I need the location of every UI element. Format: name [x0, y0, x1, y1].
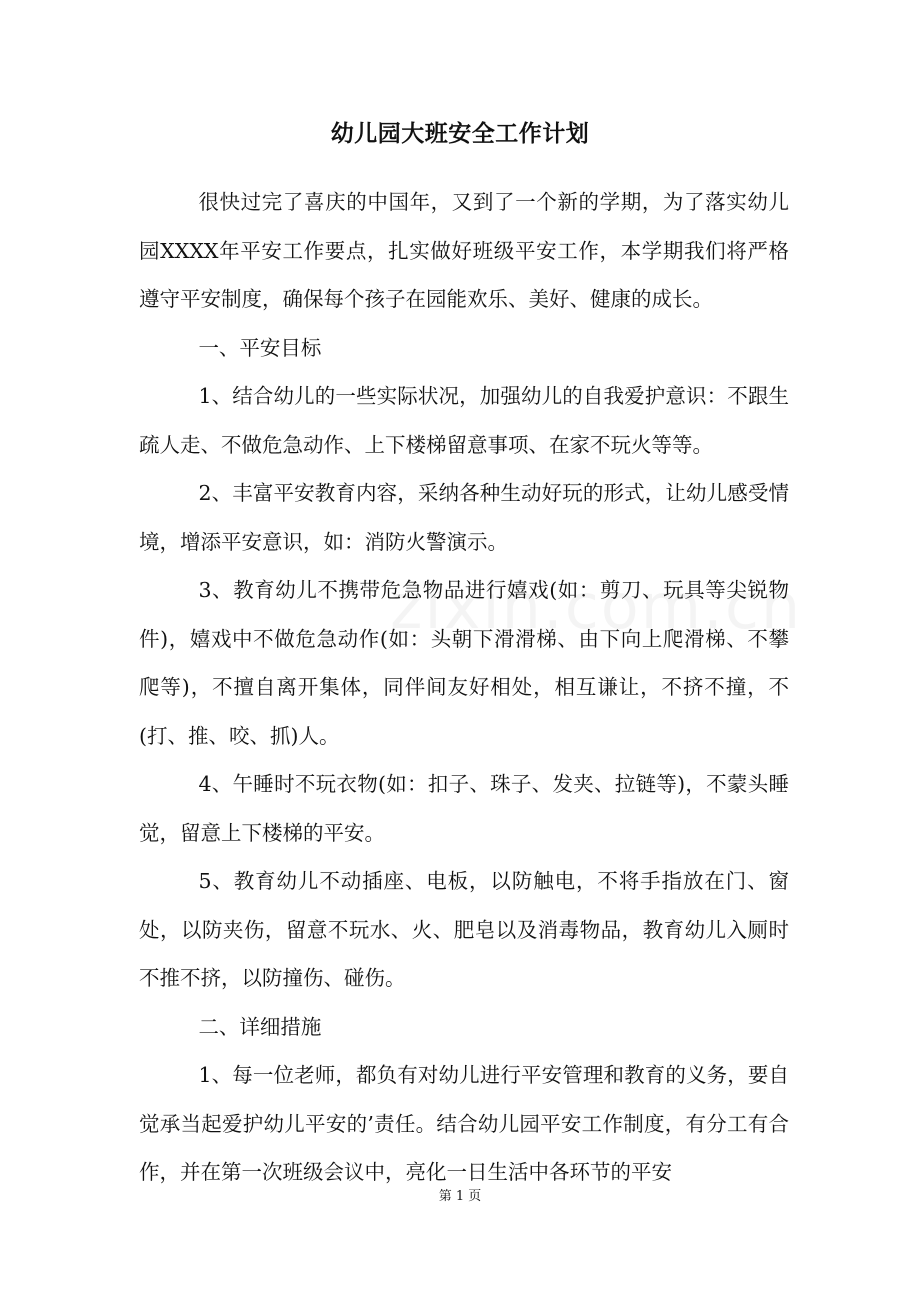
section-heading-measures: 二、详细措施	[198, 1014, 322, 1039]
goal-item-1: 1、结合幼儿的一些实际状况，加强幼儿的自我爱护意识：不跟生疏人走、不做危急动作、上下楼梯留意事项、在家不玩火等等。	[139, 384, 789, 457]
document-body	[139, 178, 789, 1197]
goal-item-3: 3、教育幼儿不携带危急物品进行嬉戏(如：剪刀、玩具等尖锐物件)，嬉戏中不做危急动作(如：头朝下滑滑梯、由下向上爬滑梯、不攀爬等)，不擅自离开集体，同伴间友好相处，相互谦让，不挤不撞，不(打、推、咬、抓)人。	[139, 578, 789, 748]
goal-item-2: 2、丰富平安教育内容，采纳各种生动好玩的形式，让幼儿感受情境，增添平安意识，如：消防火警演示。	[139, 481, 789, 554]
goal-item-4: 4、午睡时不玩衣物(如：扣子、珠子、发夹、拉链等)，不蒙头睡觉，留意上下楼梯的平安。	[139, 772, 789, 845]
document-title: 幼儿园大班安全工作计划	[330, 120, 590, 147]
measure-item-1: 1、每一位老师，都负有对幼儿进行平安管理和教育的义务，要自觉承当起爱护幼儿平安的’责任。结合幼儿园平安工作制度，有分工有合作，并在第一次班级会议中，亮化一日生活中各环节的平安	[139, 1063, 789, 1184]
section-heading-goals: 一、平安目标	[198, 335, 322, 360]
intro-paragraph: 很快过完了喜庆的中国年，又到了一个新的学期，为了落实幼儿园XXXX年平安工作要点，扎实做好班级平安工作，本学期我们将严格遵守平安制度，确保每个孩子在园能欢乐、美好、健康的成长。	[139, 190, 789, 311]
page-number-footer: 第 1 页	[438, 1189, 482, 1204]
goal-item-5: 5、教育幼儿不动插座、电板，以防触电，不将手指放在门、窗处，以防夹伤，留意不玩水、火、肥皂以及消毒物品，教育幼儿入厕时不推不挤，以防撞伤、碰伤。	[139, 869, 789, 990]
